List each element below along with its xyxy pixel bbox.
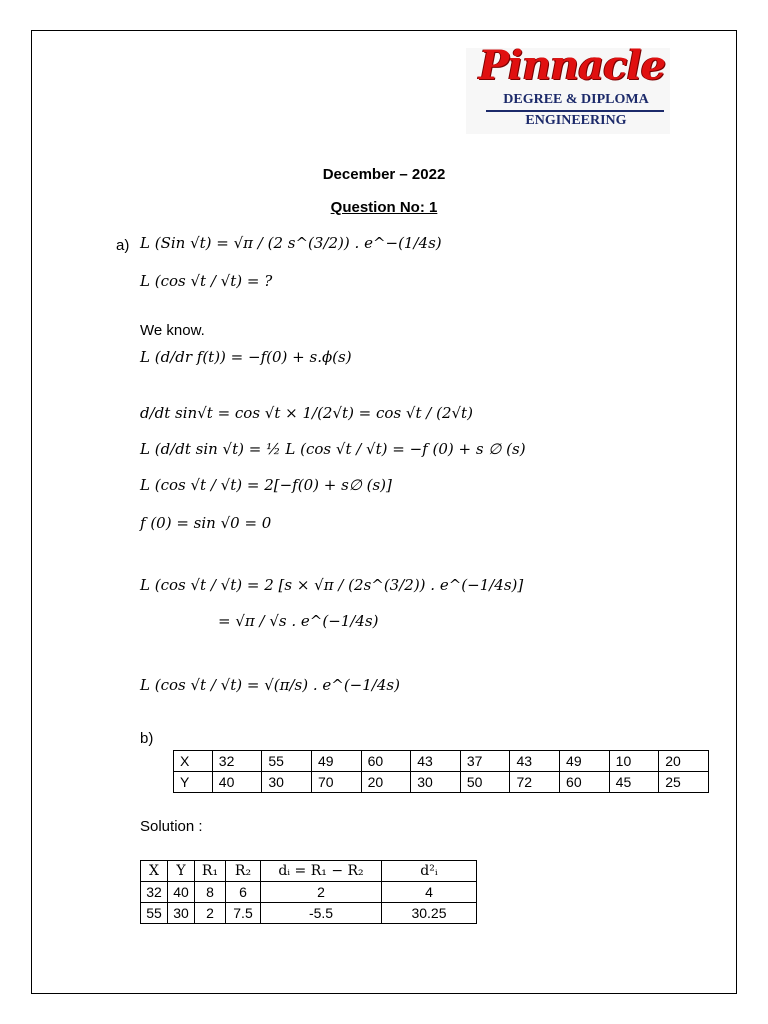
table-cell: 6	[226, 882, 261, 903]
math-line-5: L (d/dt sin √t) = ½ L (cos √t / √t) = −f (0) + s ∅ (s)	[140, 440, 526, 458]
table-row	[141, 882, 477, 903]
math-line-9: = √π / √s . e^(−1/4s)	[218, 612, 379, 630]
table-cell: 20	[659, 751, 709, 772]
table-cell: 7.5	[226, 903, 261, 924]
column-header: R₁	[195, 861, 226, 882]
table-cell: 72	[510, 772, 560, 793]
logo-tagline-2: ENGINEERING	[525, 113, 627, 128]
table-cell: 50	[460, 772, 510, 793]
math-line-3: L (d/dr f(t)) = −f(0) + s.ϕ(s)	[140, 348, 352, 366]
table-cell: 30	[168, 903, 195, 924]
math-line-2: L (cos √t / √t) = ?	[140, 272, 273, 290]
table-header-row	[141, 861, 477, 882]
table-cell: 30	[262, 772, 312, 793]
math-line-8: L (cos √t / √t) = 2 [s × √π / (2s^(3/2)) . e^(−1/4s)]	[140, 576, 524, 594]
table-cell: 25	[659, 772, 709, 793]
table-cell: 55	[262, 751, 312, 772]
question-number: Question No: 1	[330, 199, 438, 216]
table-cell: 2	[195, 903, 226, 924]
math-line-4: d/dt sin√t = cos √t × 1/(2√t) = cos √t / (2√t)	[140, 404, 473, 422]
table-cell: 32	[212, 751, 262, 772]
table-cell: 8	[195, 882, 226, 903]
table-cell: 55	[141, 903, 168, 924]
column-header: dᵢ = R₁ − R₂	[261, 861, 382, 882]
math-line-10: L (cos √t / √t) = √(π/s) . e^(−1/4s)	[140, 676, 400, 694]
column-header: d²ᵢ	[382, 861, 477, 882]
table-cell: 37	[460, 751, 510, 772]
table-cell: 40	[212, 772, 262, 793]
table-cell: 45	[609, 772, 659, 793]
table-cell: 30	[411, 772, 461, 793]
logo-wordmark: Pinnacle	[478, 42, 666, 89]
we-know-text: We know.	[140, 322, 205, 339]
row-label-cell: X	[174, 751, 213, 772]
solution-label: Solution :	[140, 818, 203, 835]
column-header: R₂	[226, 861, 261, 882]
table-cell: 60	[361, 751, 411, 772]
part-b-label: b)	[140, 730, 154, 747]
table-cell: 30.25	[382, 903, 477, 924]
table-cell: 60	[560, 772, 610, 793]
table-cell: 43	[510, 751, 560, 772]
table-cell: -5.5	[261, 903, 382, 924]
math-line-6: L (cos √t / √t) = 2[−f(0) + s∅ (s)]	[140, 476, 392, 494]
math-line-1: L (Sin √t) = √π / (2 s^(3/2)) . e^−(1/4s)	[140, 234, 442, 252]
table-cell: 70	[312, 772, 362, 793]
table-cell: 2	[261, 882, 382, 903]
solution-table	[140, 860, 477, 924]
table-cell: 32	[141, 882, 168, 903]
table-cell: 49	[560, 751, 610, 772]
table-row	[174, 772, 709, 793]
table-cell: 40	[168, 882, 195, 903]
pinnacle-logo	[466, 42, 670, 134]
table-row	[141, 903, 477, 924]
math-line-7: f (0) = sin √0 = 0	[140, 514, 272, 532]
logo-rule	[486, 110, 664, 112]
table-cell: 10	[609, 751, 659, 772]
column-header: X	[141, 861, 168, 882]
part-a-label: a)	[116, 237, 130, 254]
column-header: Y	[168, 861, 195, 882]
table-cell: 49	[312, 751, 362, 772]
data-table	[173, 750, 709, 793]
exam-date: December – 2022	[322, 166, 446, 183]
logo-tagline-1: DEGREE & DIPLOMA	[503, 92, 649, 107]
table-cell: 43	[411, 751, 461, 772]
row-label-cell: Y	[174, 772, 213, 793]
table-cell: 20	[361, 772, 411, 793]
table-row	[174, 751, 709, 772]
table-cell: 4	[382, 882, 477, 903]
